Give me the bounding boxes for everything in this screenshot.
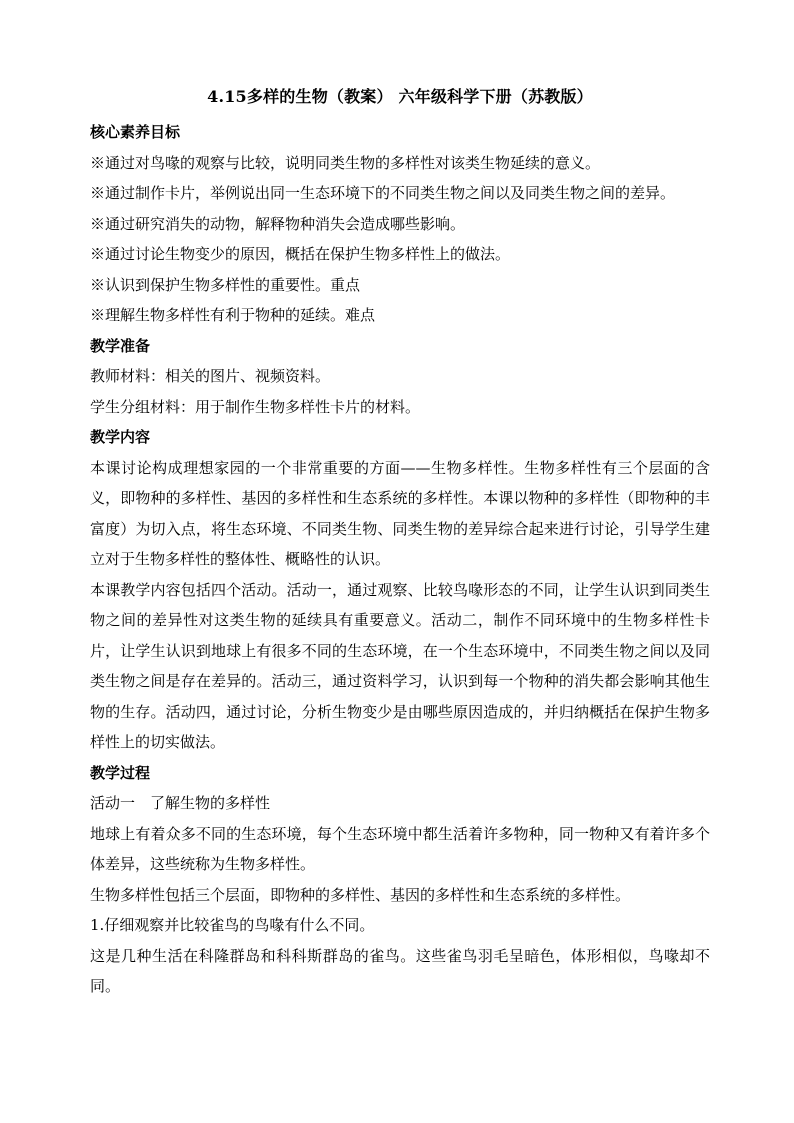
process-paragraph-4: 这是几种生活在科隆群岛和科科斯群岛的雀鸟。这些雀鸟羽毛呈暗色，体形相似，鸟喙却不同。 <box>90 946 710 995</box>
goal-item-5: ※认识到保护生物多样性的重要性。重点 <box>90 275 361 294</box>
document-page <box>90 84 710 1002</box>
prep-item-1: 教师材料：相关的图片、视频资料。 <box>90 367 331 385</box>
process-paragraph-3: 1.仔细观察并比较雀鸟的鸟喙有什么不同。 <box>90 916 375 934</box>
activity-title: 活动一 了解生物的多样性 <box>90 794 271 812</box>
goals-heading: 核心素养目标 <box>90 123 181 141</box>
content-heading: 教学内容 <box>90 428 151 446</box>
prep-heading: 教学准备 <box>90 336 151 355</box>
prep-item-2: 学生分组材料：用于制作生物多样性卡片的材料。 <box>90 397 421 416</box>
goal-item-6: ※理解生物多样性有利于物种的延续。难点 <box>90 306 376 324</box>
process-paragraph-2: 生物多样性包括三个层面，即物种的多样性、基因的多样性和生态系统的多样性。 <box>90 885 631 904</box>
goal-item-1: ※通过对鸟喙的观察与比较，说明同类生物的多样性对该类生物延续的意义。 <box>90 153 601 172</box>
content-paragraph-2: 本课教学内容包括四个活动。活动一，通过观察、比较鸟喙形态的不同，让学生认识到同类生物之间的差异性对这类生物的延续具有重要意义。活动二，制作不同环境中的生物多样性卡片，让学生认识到地球上有很多不同的生态环境，在一个生态环境中，不同类生物之间以及同类生物之间是存在差异的。活动三，通过资料学习，认识到每一个物种的消失都会影响其他生物的生存。活动四，通过讨论，分析生物变少是由哪些原因造成的，并归纳概括在保护生物多样性上的切实做法。 <box>90 580 710 751</box>
document-title: 4.15多样的生物（教案） 六年级科学下册（苏教版） <box>207 87 593 106</box>
process-paragraph-1: 地球上有着众多不同的生态环境，每个生态环境中都生活着许多物种，同一物种又有着许多个体差异，这些统称为生物多样性。 <box>90 824 710 873</box>
content-paragraph-1: 本课讨论构成理想家园的一个非常重要的方面——生物多样性。生物多样性有三个层面的含义，即物种的多样性、基因的多样性和生态系统的多样性。本课以物种的多样性（即物种的丰富度）为切入点，将生态环境、不同类生物、同类生物的差异综合起来进行讨论，引导学生建立对于生物多样性的整体性、概略性的认识。 <box>90 458 710 568</box>
process-heading: 教学过程 <box>90 763 151 782</box>
goal-item-3: ※通过研究消失的动物，解释物种消失会造成哪些影响。 <box>90 214 466 233</box>
goal-item-2: ※通过制作卡片，举例说出同一生态环境下的不同类生物之间以及同类生物之间的差异。 <box>90 184 676 202</box>
goal-item-4: ※通过讨论生物变少的原因，概括在保护生物多样性上的做法。 <box>90 245 511 263</box>
